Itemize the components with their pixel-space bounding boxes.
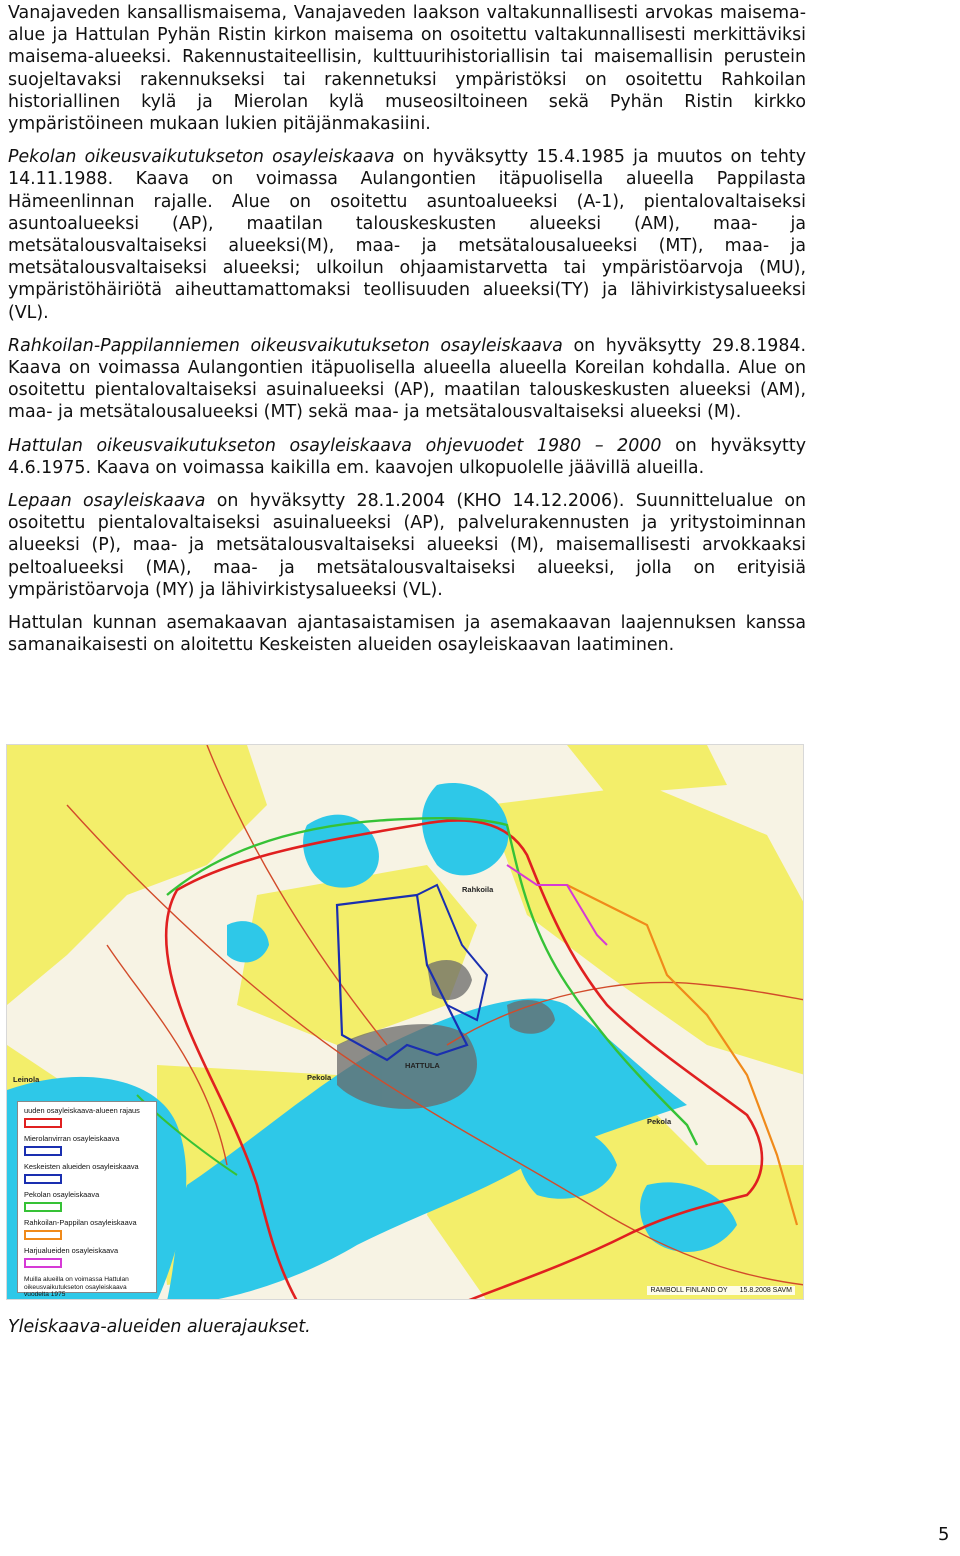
place-label-hattula: HATTULA bbox=[405, 1061, 440, 1070]
legend-swatch-magenta bbox=[24, 1258, 62, 1268]
page-number: 5 bbox=[938, 1524, 950, 1545]
place-label-leinola: Leinola bbox=[13, 1075, 40, 1084]
legend-item-rahkoila-pappila: Rahkoilan-Pappilan osayleiskaava bbox=[24, 1218, 152, 1246]
plan-title-lepaa: Lepaan osayleiskaava bbox=[8, 491, 206, 512]
credit-date: 15.8.2008 SAVM bbox=[739, 1287, 792, 1294]
map-legend bbox=[17, 1101, 157, 1299]
paragraph-hattula-body: on hyväksytty 4.6.1975. Kaava on voimassa kaikilla em. kaavojen ulkopuolelle jäävillä alueilla. bbox=[8, 435, 806, 478]
paragraph-landscape: Vanajaveden kansallismaisema, Vanajaveden laakson valtakunnallisesti arvokas maisema-alue ja Hattulan Pyhän Ristin kirkon maisema on osoitettu valtakunnallisesti merkittäviksi maisema-alueeksi. Rakennustaiteellisin, kulttuurihistoriallisin tai maisemallisin perustein suojeltavaksi rakennukseksi tai rakennetuksi ympäristöksi on osoitettu Rahkoilan historiallinen kylä ja Mierolan kylä museosiltoineen sekä Pyhän Ristin kirkko ympäristöineen mukaan lukien pitäjänmakasiini. bbox=[8, 3, 806, 135]
paragraph-lepaa bbox=[8, 490, 806, 601]
credit-company: RAMBOLL FINLAND OY bbox=[650, 1287, 728, 1294]
plan-title-rahkoila: Rahkoilan-Pappilanniemen oikeusvaikutukseton osayleiskaava bbox=[8, 335, 563, 356]
legend-note: Muilla alueilla on voimassa Hattulan oikeusvaikutukseton osayleiskaava vuodelta 1975 bbox=[24, 1276, 129, 1299]
legend-swatch-navy bbox=[24, 1174, 62, 1184]
plan-area-map bbox=[6, 744, 804, 1300]
legend-swatch-red bbox=[24, 1118, 62, 1128]
legend-swatch-green bbox=[24, 1202, 62, 1212]
legend-swatch-orange bbox=[24, 1230, 62, 1240]
paragraph-hattula bbox=[8, 435, 806, 479]
figure-caption: Yleiskaava-alueiden aluerajaukset. bbox=[8, 1317, 311, 1337]
place-label-rahkoila: Rahkoila bbox=[462, 885, 494, 894]
legend-item-new-plan: uuden osayleiskaava-alueen rajaus bbox=[24, 1106, 152, 1134]
paragraph-pekola bbox=[8, 146, 806, 324]
paragraph-lepaa-body: on hyväksytty 28.1.2004 (KHO 14.12.2006). Suunnittelualue on osoitettu pientalovaltaiseksi asuinalueeksi (AP), palvelurakennusten ja yritystoiminnan alueeksi (P), maa- ja metsätalousvaltaiseksi alueeksi (M), maisemallisesti arvokkaaksi peltoalueeksi (MA), maa- ja metsätalousvaltaiseksi alueeksi, jolla on erityisiä ympäristöarvoja (MY) ja lähivirkistysalueeksi (VL). bbox=[8, 491, 807, 600]
body-text bbox=[8, 2, 806, 667]
paragraph-rahkoila bbox=[8, 335, 806, 424]
paragraph-pekola-body: on hyväksytty 15.4.1985 ja muutos on tehty 14.11.1988. Kaava on voimassa Aulangontien itäpuolisella alueella Pappilasta Hämeenlinnan rajalle. Alue on osoitettu asuntoalueeksi (A-1), pientalovaltaiseksi asuntoalueeksi (AP), maatilan talouskeskusten alueeksi (AM), maa- ja metsätalousvaltaiseksi alueeksi(M), maa- ja metsätalousalueeksi (MT), maa- ja metsätalousvaltaiseksi alueeksi; ulkoilun ohjaamistarvetta tai ympäristöarvoja (MU), ympäristöhäiriötä aiheuttamattomaksi teollisuuden alueeksi(TY) ja lähivirkistysalueeksi (VL). bbox=[8, 147, 807, 323]
legend-item-pekola: Pekolan osayleiskaava bbox=[24, 1190, 152, 1218]
legend-item-keskeiset: Keskeisten alueiden osayleiskaava bbox=[24, 1162, 152, 1190]
plan-title-pekola: Pekolan oikeusvaikutukseton osayleiskaava bbox=[8, 147, 395, 168]
legend-item-mierolanvirta: Mierolanvirran osayleiskaava bbox=[24, 1134, 152, 1162]
place-label-pekola-east: Pekola bbox=[647, 1117, 672, 1126]
paragraph-keskeiset: Hattulan kunnan asemakaavan ajantasaistamisen ja asemakaavan laajennuksen kanssa samanaikaisesti on aloitettu Keskeisten alueiden osayleiskaavan laatiminen. bbox=[8, 613, 806, 656]
place-label-pekola: Pekola bbox=[307, 1073, 332, 1082]
map-credit bbox=[647, 1286, 795, 1295]
plan-title-hattula: Hattulan oikeusvaikutukseton osayleiskaava ohjevuodet 1980 – 2000 bbox=[8, 435, 662, 456]
paragraph-rahkoila-body: on hyväksytty 29.8.1984. Kaava on voimassa Aulangontien itäpuolisella alueella alueella Koreilan kohdalla. Alue on osoitettu pientalovaltaiseksi asuinalueeksi (AP), maatilan talouskeskusten alueeksi (AM), maa- ja metsätalousalueeksi (MT) sekä maa- ja metsätalousvaltaiseksi alueeksi (M). bbox=[8, 335, 806, 423]
legend-swatch-blue bbox=[24, 1146, 62, 1156]
legend-item-harjualue: Harjualueiden osayleiskaava bbox=[24, 1246, 152, 1274]
